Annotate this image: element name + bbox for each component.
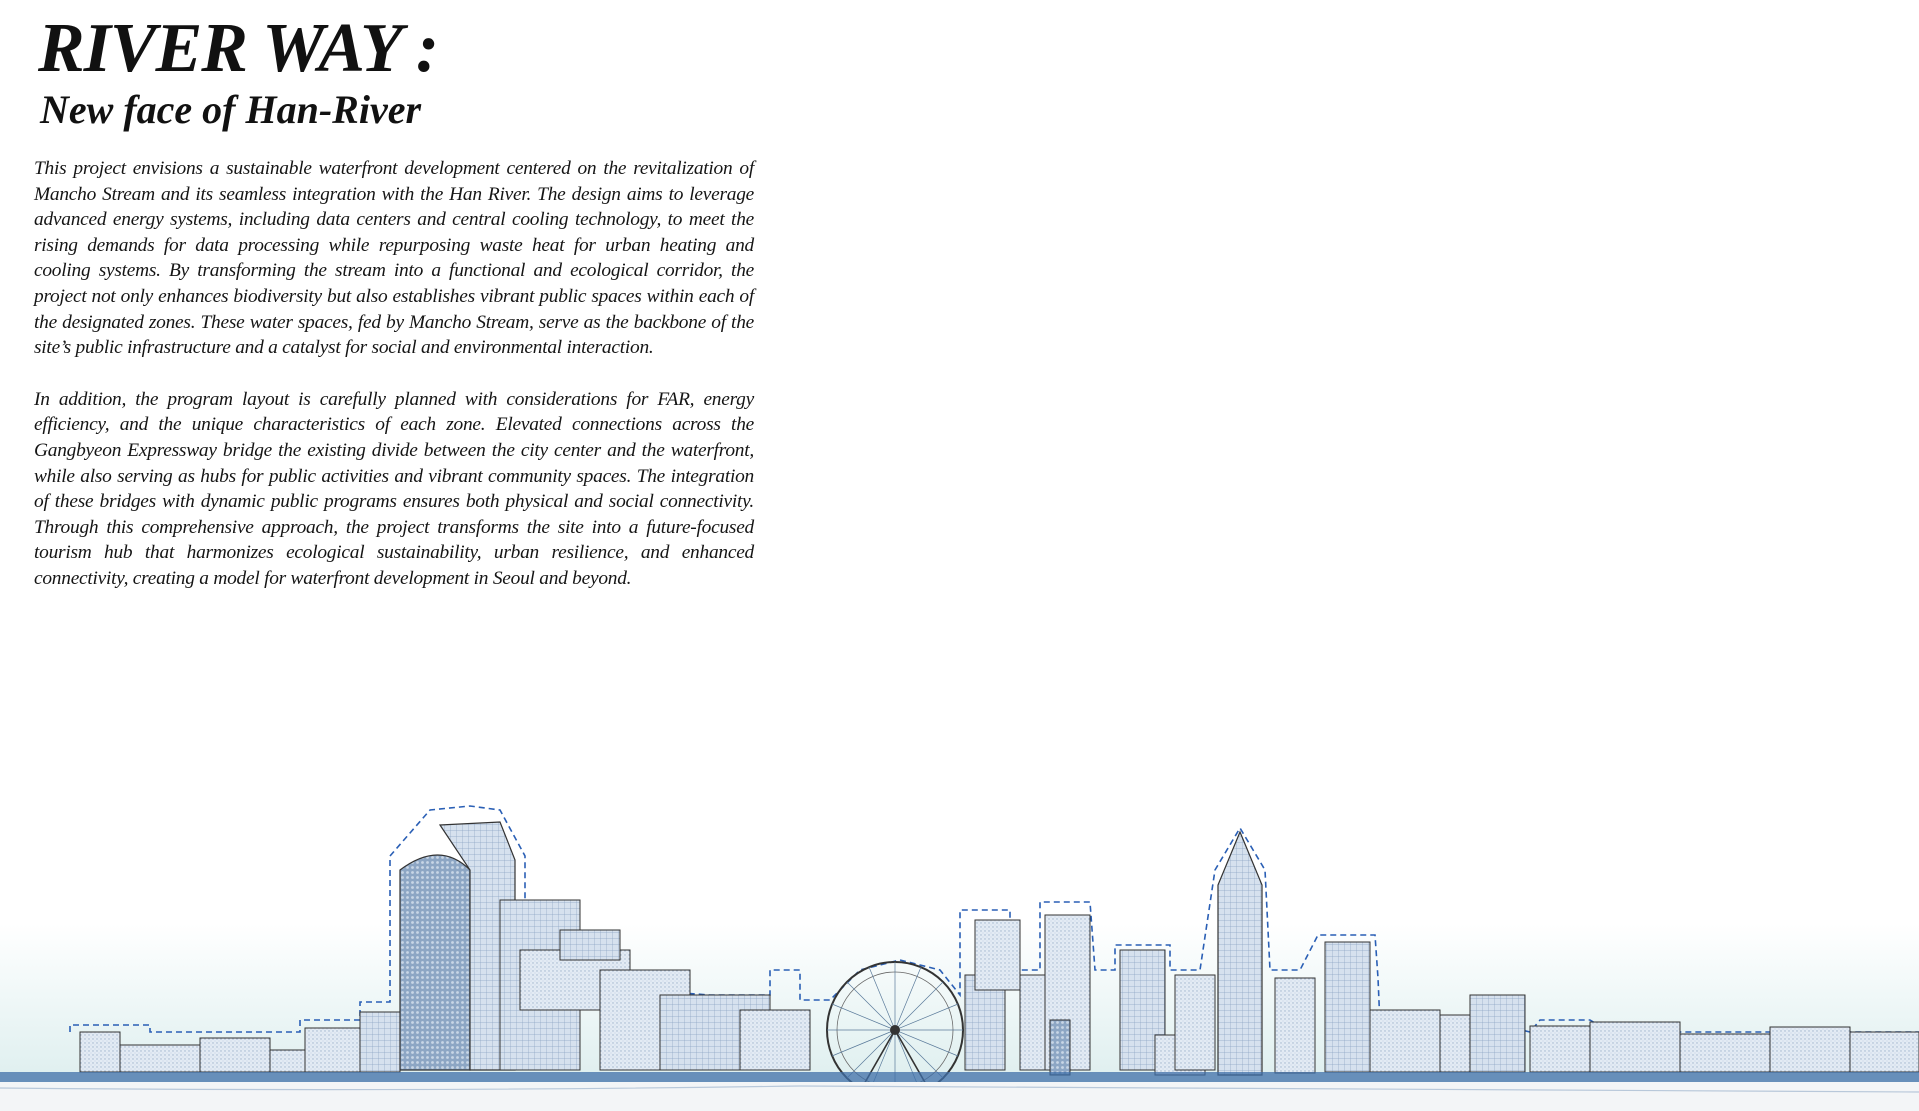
description	[34, 156, 754, 618]
description-paragraph-1: This project envisions a sustainable waterfront development centered on the revitalization of Mancho Stream and its seamless integration with the Han River. The design aims to leverage advanced energy systems, including data centers and central cooling technology, to meet the rising demands for data processing while repurposing waste heat for urban heating and cooling systems. By transforming the stream into a functional and ecological corridor, the project not only enhances biodiversity but also establishes vibrant public spaces within each of the designated zones. These water spaces, fed by Mancho Stream, serve as the backbone of the site’s public infrastructure and a catalyst for social and environmental interaction.	[34, 158, 754, 359]
skyline-illustration	[0, 770, 1919, 1111]
description-paragraph-2: In addition, the program layout is carefully planned with considerations for FAR, energy efficiency, and the unique characteristics of each zone. Elevated connections across the Gangbyeon Expressway bridge the existing divide between the city center and the waterfront, while also serving as hubs for public activities and vibrant community spaces. The integration of these bridges with dynamic public programs ensures both physical and social connectivity. Through this comprehensive approach, the project transforms the site into a future-focused tourism hub that harmonizes ecological sustainability, urban resilience, and enhanced connectivity, creating a model for waterfront development in Seoul and beyond.	[34, 388, 754, 589]
tower-tallest	[1218, 832, 1262, 1075]
river-water	[0, 1072, 1919, 1082]
title-block	[38, 10, 798, 132]
page-subtitle: New face of Han-River	[40, 87, 422, 132]
page-title: RIVER WAY :	[38, 10, 439, 87]
